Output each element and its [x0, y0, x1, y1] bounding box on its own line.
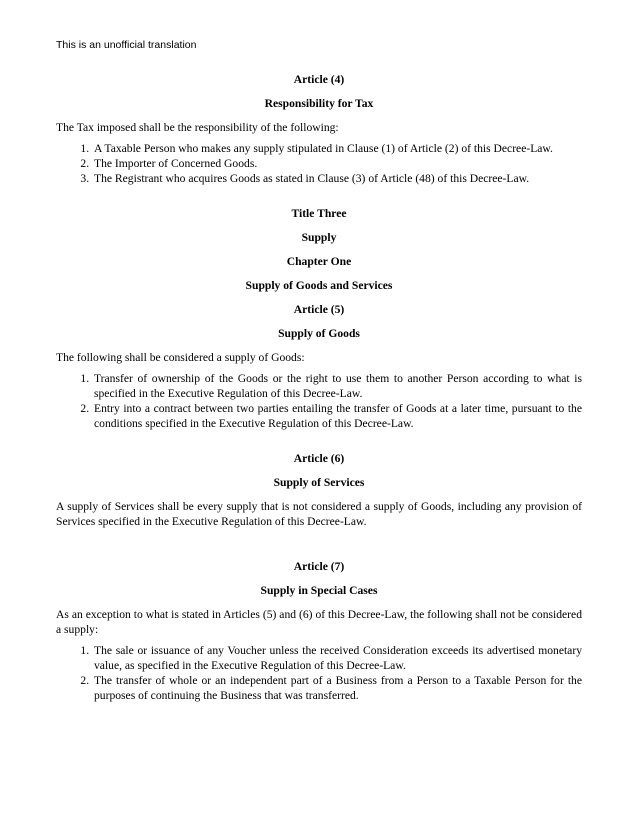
article-5-list [56, 371, 582, 431]
chapter-one-title: Supply of Goods and Services [245, 279, 393, 292]
list-item: 1. The sale or issuance of any Voucher unless the received Consideration exceeds its advertised monetary value, as specified in the Executive Regulation of this Decree-Law. [92, 643, 582, 673]
article-5-heading: Article (5) [293, 303, 345, 316]
article-5-title: Supply of Goods [278, 327, 360, 340]
article-4-list [56, 141, 582, 186]
article-6-heading: Article (6) [293, 452, 345, 465]
article-6-title: Supply of Services [273, 476, 365, 489]
title-three-heading: Title Three [291, 207, 347, 220]
list-item: 1. A Taxable Person who makes any supply stipulated in Clause (1) of Article (2) of this Decree-Law. [92, 141, 582, 156]
list-item: 2. The Importer of Concerned Goods. [92, 156, 582, 171]
article-7-intro: As an exception to what is stated in Articles (5) and (6) of this Decree-Law, the following shall not be considered a supply: [56, 608, 582, 636]
list-item: 3. The Registrant who acquires Goods as stated in Clause (3) of Article (48) of this Decree-Law. [92, 171, 582, 186]
article-7-list [56, 643, 582, 703]
article-7-title: Supply in Special Cases [260, 584, 378, 597]
chapter-one-heading: Chapter One [286, 255, 352, 268]
document-body [56, 72, 582, 703]
article-4-intro: The Tax imposed shall be the responsibility of the following: [56, 121, 339, 134]
list-item: 2. The transfer of whole or an independent part of a Business from a Person to a Taxable Person for the purposes of continuing the Business that was transferred. [92, 673, 582, 703]
list-item: 2. Entry into a contract between two parties entailing the transfer of Goods at a later time, pursuant to the conditions specified in the Executive Regulation of this Decree-Law. [92, 401, 582, 431]
article-5-intro: The following shall be considered a supply of Goods: [56, 351, 305, 364]
title-three-subtitle: Supply [301, 231, 337, 244]
article-6-text: A supply of Services shall be every supply that is not considered a supply of Goods, including any provision of Services specified in the Executive Regulation of this Decree-Law. [56, 500, 582, 528]
article-4-title: Responsibility for Tax [264, 97, 374, 110]
article-7-heading: Article (7) [293, 560, 345, 573]
list-item: 1. Transfer of ownership of the Goods or the right to use them to another Person according to what is specified in the Executive Regulation of this Decree-Law. [92, 371, 582, 401]
article-4-heading: Article (4) [293, 73, 345, 86]
unofficial-translation-note: This is an unofficial translation [56, 39, 197, 51]
